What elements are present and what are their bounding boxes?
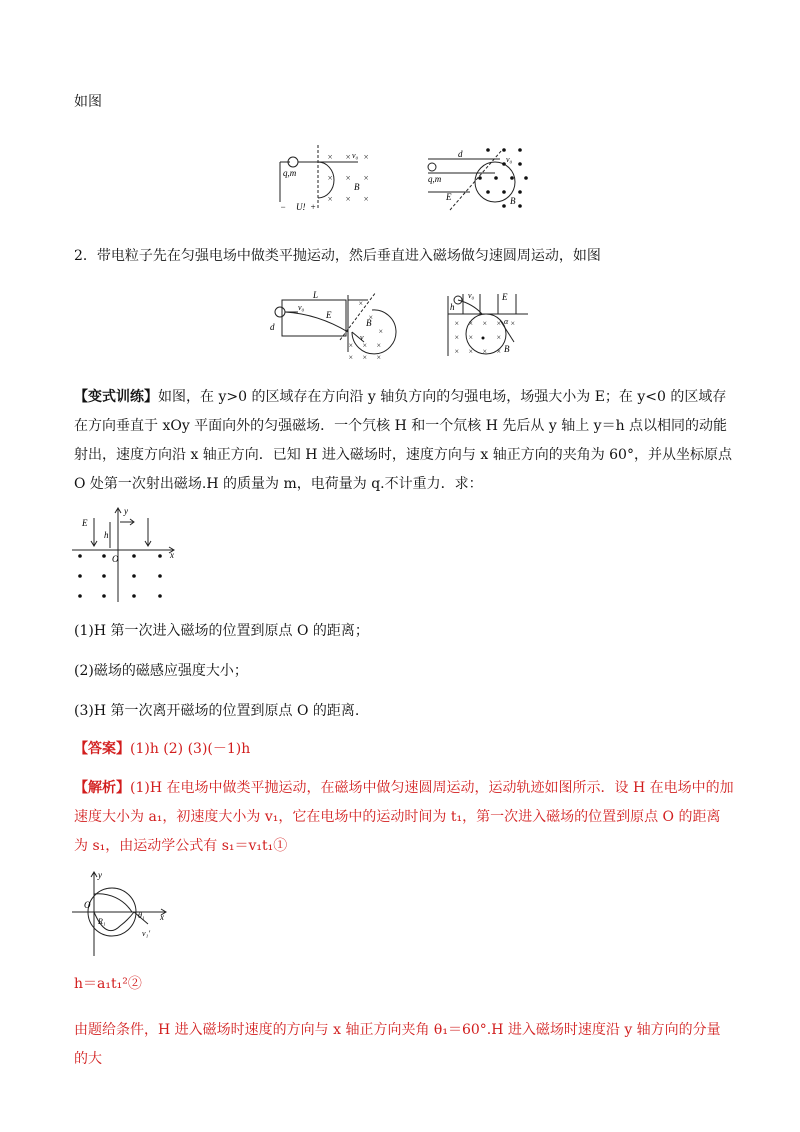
analysis-text: (1)H 在电场中做类平抛运动，在磁场中做匀速圆周运动，运动轨迹如图所示．设 H 在电场中的加速度大小为 a₁，初速度大小为 v₁，它在电场中的运动时间为 t₁，第一次进入磁场的位置到原点 O 的距离为 s₁，由运动学公式有 s₁＝v₁t₁① xyxy=(74,780,734,854)
fig2-left-B: B xyxy=(366,318,372,328)
svg-text:×: × xyxy=(454,347,460,356)
fig2-left-L: L xyxy=(313,290,319,300)
fig2-left-v: v xyxy=(360,333,364,342)
svg-text:×: × xyxy=(345,152,352,162)
fig1-left-U: U! xyxy=(296,202,306,212)
svg-text:×: × xyxy=(327,194,334,204)
fig1-right-v0: v₀ xyxy=(506,155,513,164)
svg-text:×: × xyxy=(376,353,382,362)
svg-text:×: × xyxy=(468,319,474,328)
svg-text:×: × xyxy=(327,152,334,162)
fig4-R1: R₁ xyxy=(98,917,106,926)
svg-text:×: × xyxy=(348,353,354,362)
svg-text:×: × xyxy=(496,319,502,328)
svg-text:×: × xyxy=(363,152,370,162)
fig1-right-qm: q,m xyxy=(428,174,442,184)
analysis-continuation: 由题给条件，H 进入磁场时速度的方向与 x 轴正方向夹角 θ₁＝60°.H 进入磁场时速度沿 y 轴方向的分量的大 xyxy=(74,1022,721,1067)
fig4-O: O xyxy=(84,900,91,910)
fig1-left-plus: + xyxy=(310,202,317,212)
fig3-O: O xyxy=(112,554,119,564)
figure-problem-axes xyxy=(72,506,182,604)
variant-tag: 【变式训练】 xyxy=(74,389,158,405)
fig1-left-B: B xyxy=(354,182,360,192)
svg-text:×: × xyxy=(327,173,334,183)
fig1-left-v0: v₀ xyxy=(352,151,359,160)
fig2-right-E: E xyxy=(502,292,508,302)
svg-text:×: × xyxy=(348,341,354,350)
fig2-left-E: E xyxy=(326,310,332,320)
intro-label: 如图 xyxy=(74,94,102,110)
svg-text:×: × xyxy=(496,333,502,342)
answer-text: (1)h (2) (3)(－1)h xyxy=(130,741,251,757)
fig1-right-E: E xyxy=(446,192,452,202)
fig4-y: y xyxy=(98,870,102,880)
svg-text:×: × xyxy=(454,333,460,342)
fig3-y: y xyxy=(124,506,128,516)
svg-text:×: × xyxy=(345,194,352,204)
svg-text:×: × xyxy=(345,173,352,183)
question-1: (1)H 第一次进入磁场的位置到原点 O 的距离； xyxy=(74,623,369,639)
svg-text:×: × xyxy=(468,333,474,342)
item-2-text: 2．带电粒子先在匀强电场中做类平抛运动，然后垂直进入磁场做匀速圆周运动，如图 xyxy=(74,248,601,264)
svg-text:×: × xyxy=(454,319,460,328)
svg-text:×: × xyxy=(363,173,370,183)
svg-text:×: × xyxy=(510,319,516,328)
svg-text:×: × xyxy=(496,347,502,356)
fig2-right-B: B xyxy=(504,344,510,354)
svg-text:×: × xyxy=(358,299,364,308)
svg-text:×: × xyxy=(362,353,368,362)
svg-text:×: × xyxy=(378,327,384,336)
fig2-left-v0: v₀ xyxy=(298,303,305,312)
fig1-right-d: d xyxy=(458,149,463,159)
fig2-right-alpha: α xyxy=(504,317,509,326)
svg-text:×: × xyxy=(482,319,488,328)
fig1-left-qm: q,m xyxy=(283,168,297,178)
fig3-x: x xyxy=(170,550,174,560)
svg-text:×: × xyxy=(363,194,370,204)
svg-text:×: × xyxy=(368,313,374,322)
svg-text:×: × xyxy=(482,347,488,356)
fig3-E: E xyxy=(82,518,88,528)
figure-deflection-entry xyxy=(270,140,540,215)
fig2-right-v0: v₀ xyxy=(468,291,475,300)
question-3: (3)H 第一次离开磁场的位置到原点 O 的距离. xyxy=(74,703,360,719)
fig2-left-d: d xyxy=(270,322,275,332)
figure-trajectory xyxy=(72,866,182,958)
fig1-right-B: B xyxy=(510,196,516,206)
fig4-v1p: v₁′ xyxy=(142,929,151,938)
fig1-left-minus: − xyxy=(280,202,287,212)
fig4-x: x xyxy=(160,912,164,922)
fig2-right-h: h xyxy=(450,302,455,312)
question-2: (2)磁场的磁感应强度大小； xyxy=(74,663,248,679)
equation-2: h＝a₁t₁²② xyxy=(74,976,142,992)
svg-text:×: × xyxy=(362,341,368,350)
answer-tag: 【答案】 xyxy=(74,741,130,757)
fig3-h: h xyxy=(104,530,109,540)
variant-text: 如图，在 y>0 的区域存在方向沿 y 轴负方向的匀强电场，场强大小为 E；在 y<0 的区域存在方向垂直于 xOy 平面向外的匀强磁场．一个氕核 H 和一个氘核 H 先后从 y 轴上 y＝h 点以相同的动能射出，速度方向沿 x 轴正方向．已知 H 进入磁场时，速度方向与 x 轴正方向的夹角为 60°，并从坐标原点 O 处第一次射出磁场.H 的质量为 m，电荷量为 q.不计重力．求： xyxy=(74,389,732,492)
svg-text:×: × xyxy=(468,347,474,356)
figure-field-to-magnet xyxy=(268,290,538,362)
analysis-tag: 【解析】 xyxy=(74,780,130,796)
svg-text:×: × xyxy=(376,341,382,350)
fig4-theta: θ₁ xyxy=(138,911,145,920)
